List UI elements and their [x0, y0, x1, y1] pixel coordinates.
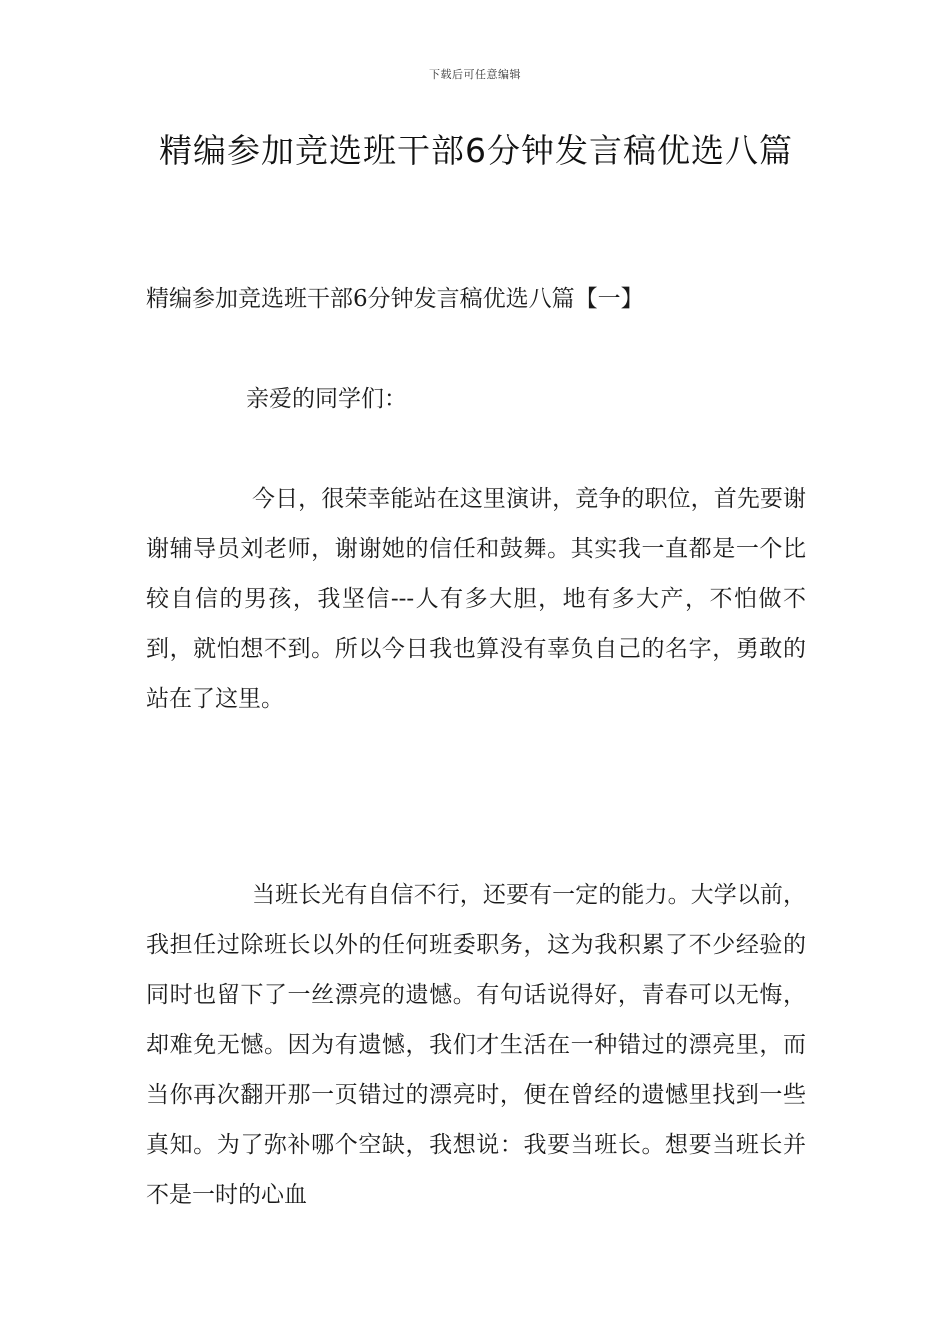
- header-note: 下载后可任意编辑: [429, 68, 521, 81]
- body-paragraph-2: 当班长光有自信不行，还要有一定的能力。大学以前，我担任过除班长以外的任何班委职务，这为我积累了不少经验的同时也留下了一丝漂亮的遗憾。有句话说得好，青春可以无悔，却难免无憾。因为有遗憾，我们才生活在一种错过的漂亮里，而当你再次翻开那一页错过的漂亮时，便在曾经的遗憾里找到一些真知。为了弥补哪个空缺，我想说：我要当班长。想要当班长并不是一时的心血: [146, 882, 806, 1208]
- document-title: 精编参加竞选班干部6分钟发言稿优选八篇: [159, 131, 793, 170]
- greeting-line: 亲爱的同学们：: [246, 386, 407, 412]
- section-heading: 精编参加竞选班干部6分钟发言稿优选八篇【一】: [146, 286, 644, 312]
- body-paragraph-1: 今日，很荣幸能站在这里演讲，竞争的职位，首先要谢谢辅导员刘老师，谢谢她的信任和鼓舞。其实我一直都是一个比较自信的男孩，我坚信---人有多大胆，地有多大产，不怕做不到，就怕想不到。所以今日我也算没有辜负自己的名字，勇敢的站在了这里。: [146, 486, 806, 712]
